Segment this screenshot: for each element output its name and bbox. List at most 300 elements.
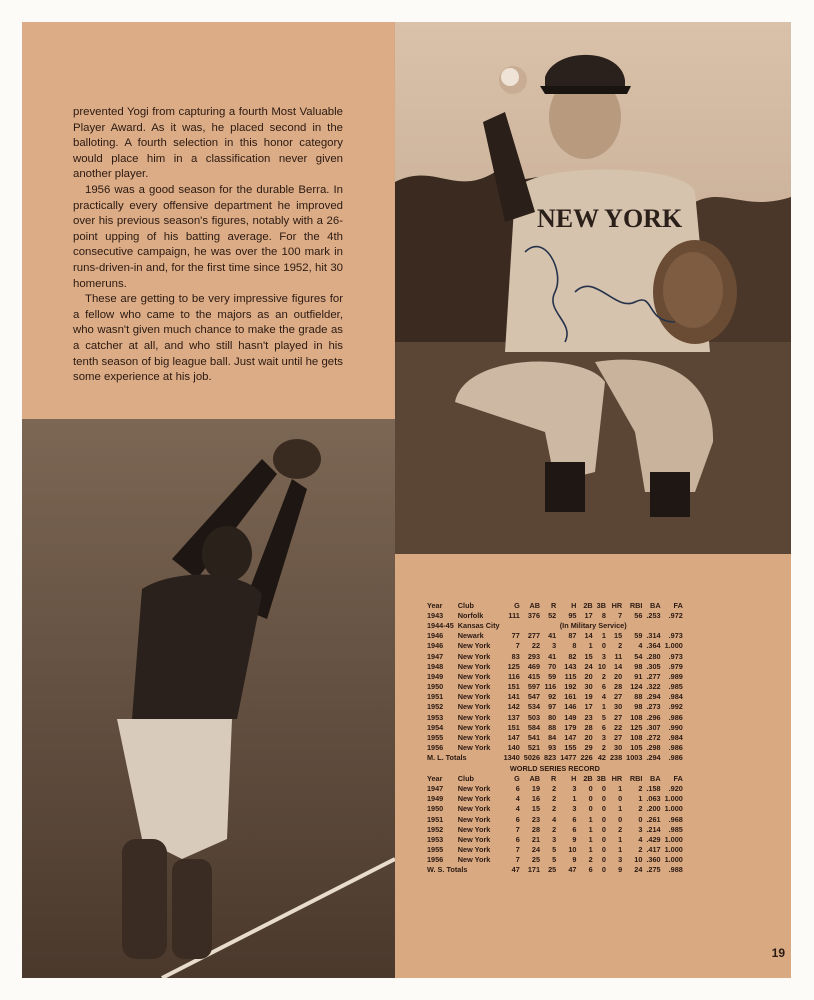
- table-cell: 1955: [427, 733, 444, 743]
- table-cell: 0: [601, 865, 606, 875]
- table-cell: 77: [511, 631, 520, 641]
- table-cell: 91: [634, 671, 643, 681]
- table-cell: 108: [630, 733, 643, 743]
- table-cell: 82: [568, 651, 577, 661]
- table-cell: 1477: [560, 753, 577, 763]
- table-cell: 503: [527, 712, 541, 722]
- table-cell: 415: [527, 671, 541, 681]
- table-cell: 124: [630, 682, 643, 692]
- table-cell: .158: [646, 783, 661, 793]
- table-cell: 2: [552, 783, 557, 793]
- table-cell: 0: [638, 814, 643, 824]
- table-cell: .364: [646, 641, 661, 651]
- table-cell: 5: [601, 712, 606, 722]
- ws-totals-label: W. S. Totals: [427, 865, 468, 875]
- table-cell: .979: [668, 661, 683, 671]
- table-cell: 6: [572, 824, 577, 834]
- table-cell: 15: [531, 804, 541, 814]
- table-cell: 192: [564, 682, 577, 692]
- table-row: [425, 641, 685, 651]
- table-cell: 24: [584, 661, 593, 671]
- table-cell: 1953: [427, 712, 444, 722]
- table-cell: 1: [588, 824, 593, 834]
- table-cell: 11: [614, 651, 623, 661]
- table-cell: 1952: [427, 824, 444, 834]
- table-cell: 6: [515, 783, 520, 793]
- table-cell: .417: [646, 845, 661, 855]
- table-cell: New York: [457, 661, 491, 671]
- table-cell: .200: [646, 804, 661, 814]
- table-cell: 5: [552, 845, 557, 855]
- table-cell: 534: [527, 702, 541, 712]
- table-cell: 1.000: [664, 834, 683, 844]
- table-cell: 0: [601, 845, 606, 855]
- table-cell: 0: [601, 824, 606, 834]
- world-series-title: WORLD SERIES RECORD: [509, 763, 600, 773]
- table-cell: 4: [515, 794, 520, 804]
- table-cell: 3: [552, 641, 557, 651]
- table-cell: 47: [568, 865, 577, 875]
- table-cell: 1947: [427, 783, 444, 793]
- table-cell: 54: [634, 651, 643, 661]
- table-cell: 1: [601, 702, 606, 712]
- table-cell: 14: [584, 631, 593, 641]
- table-cell: 10: [597, 661, 606, 671]
- table-cell: 116: [544, 682, 557, 692]
- table-cell: 141: [507, 692, 520, 702]
- table-cell: 3: [572, 783, 577, 793]
- table-cell: 0: [601, 804, 606, 814]
- table-cell: 87: [568, 631, 577, 641]
- table-row: [425, 661, 685, 671]
- header-club: Club: [457, 600, 474, 610]
- header-ab: AB: [529, 600, 541, 610]
- table-cell: 1946: [427, 641, 444, 651]
- table-cell: 22: [614, 722, 623, 732]
- ws-header-row: [425, 773, 685, 783]
- table-cell: 1956: [427, 855, 444, 865]
- table-cell: 125: [630, 722, 643, 732]
- ml-totals-row: [425, 753, 685, 763]
- ws-header-club: Club: [457, 773, 474, 783]
- table-cell: .990: [668, 722, 683, 732]
- table-cell: 0: [601, 794, 606, 804]
- table-cell: New York: [457, 722, 491, 732]
- bio-paragraph-3: These are getting to be very impressive figures for a fellow who came to the majors as an outfielder, who wasn't given much chance to make the grade as a catcher at all, and who still hasn't played in his tenth season of big league ball. Just wait until he gets some experience at his job.: [73, 293, 343, 384]
- table-row: [425, 631, 685, 641]
- table-cell: 8: [601, 610, 606, 620]
- table-cell: 41: [548, 651, 557, 661]
- table-cell: 584: [527, 722, 541, 732]
- table-cell: 30: [584, 682, 593, 692]
- photo-catcher-portrait: [395, 22, 791, 554]
- catcher-action-illustration: [22, 419, 395, 978]
- table-cell: New York: [457, 845, 491, 855]
- table-cell: 125: [507, 661, 520, 671]
- table-cell: 22: [531, 641, 541, 651]
- table-cell: .294: [646, 753, 661, 763]
- table-row: [425, 804, 685, 814]
- table-cell: 23: [531, 814, 541, 824]
- table-cell: 7: [618, 610, 623, 620]
- table-row: [425, 692, 685, 702]
- table-cell: 20: [614, 671, 623, 681]
- table-cell: .986: [668, 743, 683, 753]
- table-cell: 59: [634, 631, 643, 641]
- table-cell: 2: [552, 794, 557, 804]
- bio-text: [73, 105, 343, 386]
- table-cell: 70: [548, 661, 557, 671]
- table-cell: .280: [646, 651, 661, 661]
- table-cell: 21: [531, 834, 541, 844]
- table-cell: New York: [457, 671, 491, 681]
- table-cell: 1952: [427, 702, 444, 712]
- table-cell: New York: [457, 651, 491, 661]
- table-cell: 27: [614, 692, 623, 702]
- table-cell: 1: [618, 783, 623, 793]
- table-cell: 115: [564, 671, 577, 681]
- table-cell: 2: [638, 804, 643, 814]
- table-cell: .305: [646, 661, 661, 671]
- table-cell: 56: [634, 610, 643, 620]
- table-cell: .275: [646, 865, 661, 875]
- table-cell: 1: [618, 804, 623, 814]
- table-row: [425, 743, 685, 753]
- table-cell: (In Military Service): [559, 620, 627, 630]
- table-cell: .314: [646, 631, 661, 641]
- table-cell: 469: [527, 661, 541, 671]
- table-cell: 5: [552, 855, 557, 865]
- table-cell: 1951: [427, 814, 444, 824]
- table-cell: .968: [668, 814, 683, 824]
- table-cell: 108: [630, 712, 643, 722]
- table-cell: .920: [668, 783, 683, 793]
- table-cell: 0: [618, 814, 623, 824]
- table-cell: 2: [618, 641, 623, 651]
- magazine-page: [22, 22, 791, 978]
- table-cell: 171: [527, 865, 541, 875]
- table-cell: 238: [609, 753, 623, 763]
- table-cell: 111: [508, 610, 520, 620]
- table-cell: 3: [572, 804, 577, 814]
- table-cell: 147: [564, 733, 577, 743]
- table-cell: 6: [601, 722, 606, 732]
- table-row: [425, 722, 685, 732]
- table-cell: 19: [584, 692, 593, 702]
- header-2b: 2B: [583, 600, 593, 610]
- table-cell: New York: [457, 783, 491, 793]
- table-cell: 597: [527, 682, 541, 692]
- table-cell: 6: [572, 814, 577, 824]
- table-cell: .985: [668, 682, 683, 692]
- table-cell: .214: [646, 824, 661, 834]
- table-cell: 1340: [503, 753, 520, 763]
- table-cell: 1: [618, 834, 623, 844]
- table-cell: 88: [634, 692, 643, 702]
- table-cell: 541: [527, 733, 541, 743]
- table-cell: .296: [646, 712, 661, 722]
- table-cell: 92: [548, 692, 557, 702]
- catcher-portrait-illustration: [395, 22, 791, 554]
- table-cell: .984: [668, 692, 683, 702]
- table-cell: 10: [634, 855, 643, 865]
- ws-header-3b: 3B: [596, 773, 606, 783]
- table-cell: .985: [668, 824, 683, 834]
- table-cell: 17: [584, 702, 593, 712]
- table-cell: 1950: [427, 804, 444, 814]
- table-cell: 293: [527, 651, 541, 661]
- table-cell: New York: [457, 743, 491, 753]
- table-cell: .992: [668, 702, 683, 712]
- table-cell: 30: [614, 702, 623, 712]
- table-cell: 3: [601, 651, 606, 661]
- table-cell: New York: [457, 733, 491, 743]
- table-cell: 547: [527, 692, 541, 702]
- ws-header-ba: BA: [650, 773, 661, 783]
- table-cell: New York: [457, 702, 491, 712]
- table-cell: 20: [584, 733, 593, 743]
- table-cell: 6: [515, 814, 520, 824]
- table-cell: 2: [638, 845, 643, 855]
- table-cell: 29: [584, 743, 593, 753]
- table-cell: 1956: [427, 743, 444, 753]
- table-cell: 28: [614, 682, 623, 692]
- table-row: [425, 783, 685, 793]
- table-cell: 24: [531, 845, 541, 855]
- table-cell: 4: [601, 692, 606, 702]
- ws-rows: [425, 783, 685, 865]
- ws-header-year: Year: [427, 773, 443, 783]
- table-cell: 7: [515, 855, 520, 865]
- bio-text-panel: [22, 22, 394, 419]
- table-cell: 47: [511, 865, 520, 875]
- table-cell: 1: [638, 794, 643, 804]
- header-r: R: [550, 600, 557, 610]
- table-cell: 1.000: [664, 855, 683, 865]
- table-cell: 83: [511, 651, 520, 661]
- table-cell: .973: [668, 651, 683, 661]
- table-cell: 1.000: [664, 641, 683, 651]
- table-cell: 14: [614, 661, 623, 671]
- table-cell: 4: [638, 834, 643, 844]
- header-rbi: RBI: [629, 600, 643, 610]
- table-row: [425, 834, 685, 844]
- career-rows: [425, 610, 685, 753]
- table-cell: .063: [646, 794, 661, 804]
- ws-header-g: G: [514, 773, 520, 783]
- table-cell: 28: [531, 824, 541, 834]
- table-cell: 97: [548, 702, 557, 712]
- table-cell: 3: [552, 834, 557, 844]
- jersey-lettering: NEW YORK: [537, 204, 683, 233]
- ws-header-h: H: [571, 773, 577, 783]
- table-cell: 1944-45: [427, 620, 454, 630]
- table-cell: .298: [646, 743, 661, 753]
- table-cell: 521: [527, 743, 541, 753]
- table-cell: Newark: [457, 631, 484, 641]
- table-cell: .986: [668, 712, 683, 722]
- table-cell: 7: [515, 845, 520, 855]
- table-cell: 30: [614, 743, 623, 753]
- table-cell: 0: [601, 783, 606, 793]
- table-cell: 9: [618, 865, 623, 875]
- table-cell: 1954: [427, 722, 444, 732]
- ws-title-row: [425, 763, 685, 773]
- table-row: [425, 651, 685, 661]
- table-cell: 1951: [427, 692, 444, 702]
- table-cell: 20: [584, 671, 593, 681]
- table-cell: 0: [601, 641, 606, 651]
- table-cell: 4: [638, 641, 643, 651]
- table-cell: 6: [601, 682, 606, 692]
- table-cell: .294: [646, 692, 661, 702]
- table-row: [425, 824, 685, 834]
- table-cell: 140: [507, 743, 520, 753]
- table-cell: 27: [614, 712, 623, 722]
- table-row: [425, 855, 685, 865]
- stats-panel: [395, 554, 791, 978]
- table-cell: 7: [515, 641, 520, 651]
- table-row: [425, 620, 685, 630]
- table-cell: 146: [564, 702, 577, 712]
- table-cell: 376: [527, 610, 541, 620]
- table-cell: 41: [548, 631, 557, 641]
- table-cell: 10: [568, 845, 577, 855]
- table-cell: .253: [646, 610, 661, 620]
- table-cell: .261: [646, 814, 661, 824]
- header-g: G: [514, 600, 520, 610]
- table-cell: 277: [527, 631, 541, 641]
- table-cell: 9: [572, 834, 577, 844]
- table-cell: .973: [668, 631, 683, 641]
- page-number: 19: [771, 946, 785, 960]
- table-cell: 1950: [427, 682, 444, 692]
- table-cell: 1.000: [664, 845, 683, 855]
- table-cell: 161: [564, 692, 577, 702]
- table-cell: 1955: [427, 845, 444, 855]
- ws-header-fa: FA: [673, 773, 683, 783]
- career-stats: [425, 600, 755, 875]
- table-cell: 2: [618, 824, 623, 834]
- table-row: [425, 682, 685, 692]
- table-cell: 1953: [427, 834, 444, 844]
- table-cell: 116: [508, 671, 520, 681]
- table-cell: 3: [601, 733, 606, 743]
- table-cell: 105: [630, 743, 643, 753]
- header-h: H: [571, 600, 577, 610]
- table-cell: .429: [646, 834, 661, 844]
- table-row: [425, 845, 685, 855]
- table-cell: 137: [507, 712, 520, 722]
- table-cell: New York: [457, 814, 491, 824]
- table-cell: 1943: [427, 610, 444, 620]
- ws-header-hr: HR: [611, 773, 623, 783]
- header-fa: FA: [673, 600, 683, 610]
- table-cell: 1949: [427, 671, 444, 681]
- table-cell: 155: [564, 743, 577, 753]
- table-cell: 5026: [523, 753, 541, 763]
- table-cell: .360: [646, 855, 661, 865]
- table-cell: Kansas City: [457, 620, 500, 630]
- table-cell: New York: [457, 855, 491, 865]
- table-cell: 142: [507, 702, 520, 712]
- table-cell: 25: [531, 855, 541, 865]
- table-cell: 19: [531, 783, 541, 793]
- ws-header-rbi: RBI: [629, 773, 643, 783]
- table-cell: 1948: [427, 661, 444, 671]
- table-cell: .984: [668, 733, 683, 743]
- table-cell: 9: [572, 855, 577, 865]
- table-cell: 98: [634, 702, 643, 712]
- table-cell: .988: [668, 865, 683, 875]
- table-cell: 151: [507, 682, 520, 692]
- table-cell: 4: [552, 814, 557, 824]
- table-cell: 24: [634, 865, 643, 875]
- table-cell: 25: [548, 865, 557, 875]
- table-row: [425, 702, 685, 712]
- table-cell: 1947: [427, 651, 444, 661]
- ws-header-2b: 2B: [583, 773, 593, 783]
- table-cell: 3: [618, 855, 623, 865]
- table-cell: New York: [457, 804, 491, 814]
- header-year: Year: [427, 600, 443, 610]
- table-cell: 16: [531, 794, 541, 804]
- table-cell: 8: [572, 641, 577, 651]
- table-cell: 1: [588, 834, 593, 844]
- table-cell: .986: [668, 753, 683, 763]
- ws-header-r: R: [550, 773, 557, 783]
- table-cell: 0: [601, 834, 606, 844]
- table-cell: 2: [552, 824, 557, 834]
- table-cell: 88: [548, 722, 557, 732]
- header-hr: HR: [611, 600, 623, 610]
- table-cell: 0: [588, 794, 593, 804]
- table-cell: 1946: [427, 631, 444, 641]
- table-cell: 1003: [626, 753, 643, 763]
- table-cell: 1: [572, 794, 577, 804]
- table-cell: 6: [515, 834, 520, 844]
- table-cell: 95: [568, 610, 577, 620]
- table-cell: Norfolk: [457, 610, 484, 620]
- table-cell: 179: [564, 722, 577, 732]
- table-cell: 93: [548, 743, 557, 753]
- table-row: [425, 712, 685, 722]
- table-cell: 15: [584, 651, 593, 661]
- table-cell: New York: [457, 692, 491, 702]
- table-cell: New York: [457, 794, 491, 804]
- table-cell: 7: [515, 824, 520, 834]
- table-cell: 1949: [427, 794, 444, 804]
- table-cell: 28: [584, 722, 593, 732]
- table-row: [425, 794, 685, 804]
- table-cell: 2: [588, 855, 593, 865]
- bio-paragraph-2: 1956 was a good season for the durable Berra. In practically every offensive department he improved over his previous season's figures, notably with a 26-point upping of his batting average. For the 4th consecutive campaign, he was over the 100 mark in runs-driven-in and, for the first time since 1952, hit 30 homeruns.: [73, 183, 343, 290]
- table-cell: .272: [646, 733, 661, 743]
- table-cell: New York: [457, 641, 491, 651]
- table-cell: 226: [580, 753, 593, 763]
- stats-header-row: [425, 600, 685, 610]
- table-row: [425, 610, 685, 620]
- table-cell: 1.000: [664, 794, 683, 804]
- table-cell: .322: [646, 682, 661, 692]
- table-cell: .989: [668, 671, 683, 681]
- table-cell: New York: [457, 682, 491, 692]
- table-cell: 1: [588, 814, 593, 824]
- table-cell: 3: [638, 824, 643, 834]
- table-cell: .307: [646, 722, 661, 732]
- ml-totals-label: M. L. Totals: [427, 753, 467, 763]
- career-stats-table: [425, 600, 685, 875]
